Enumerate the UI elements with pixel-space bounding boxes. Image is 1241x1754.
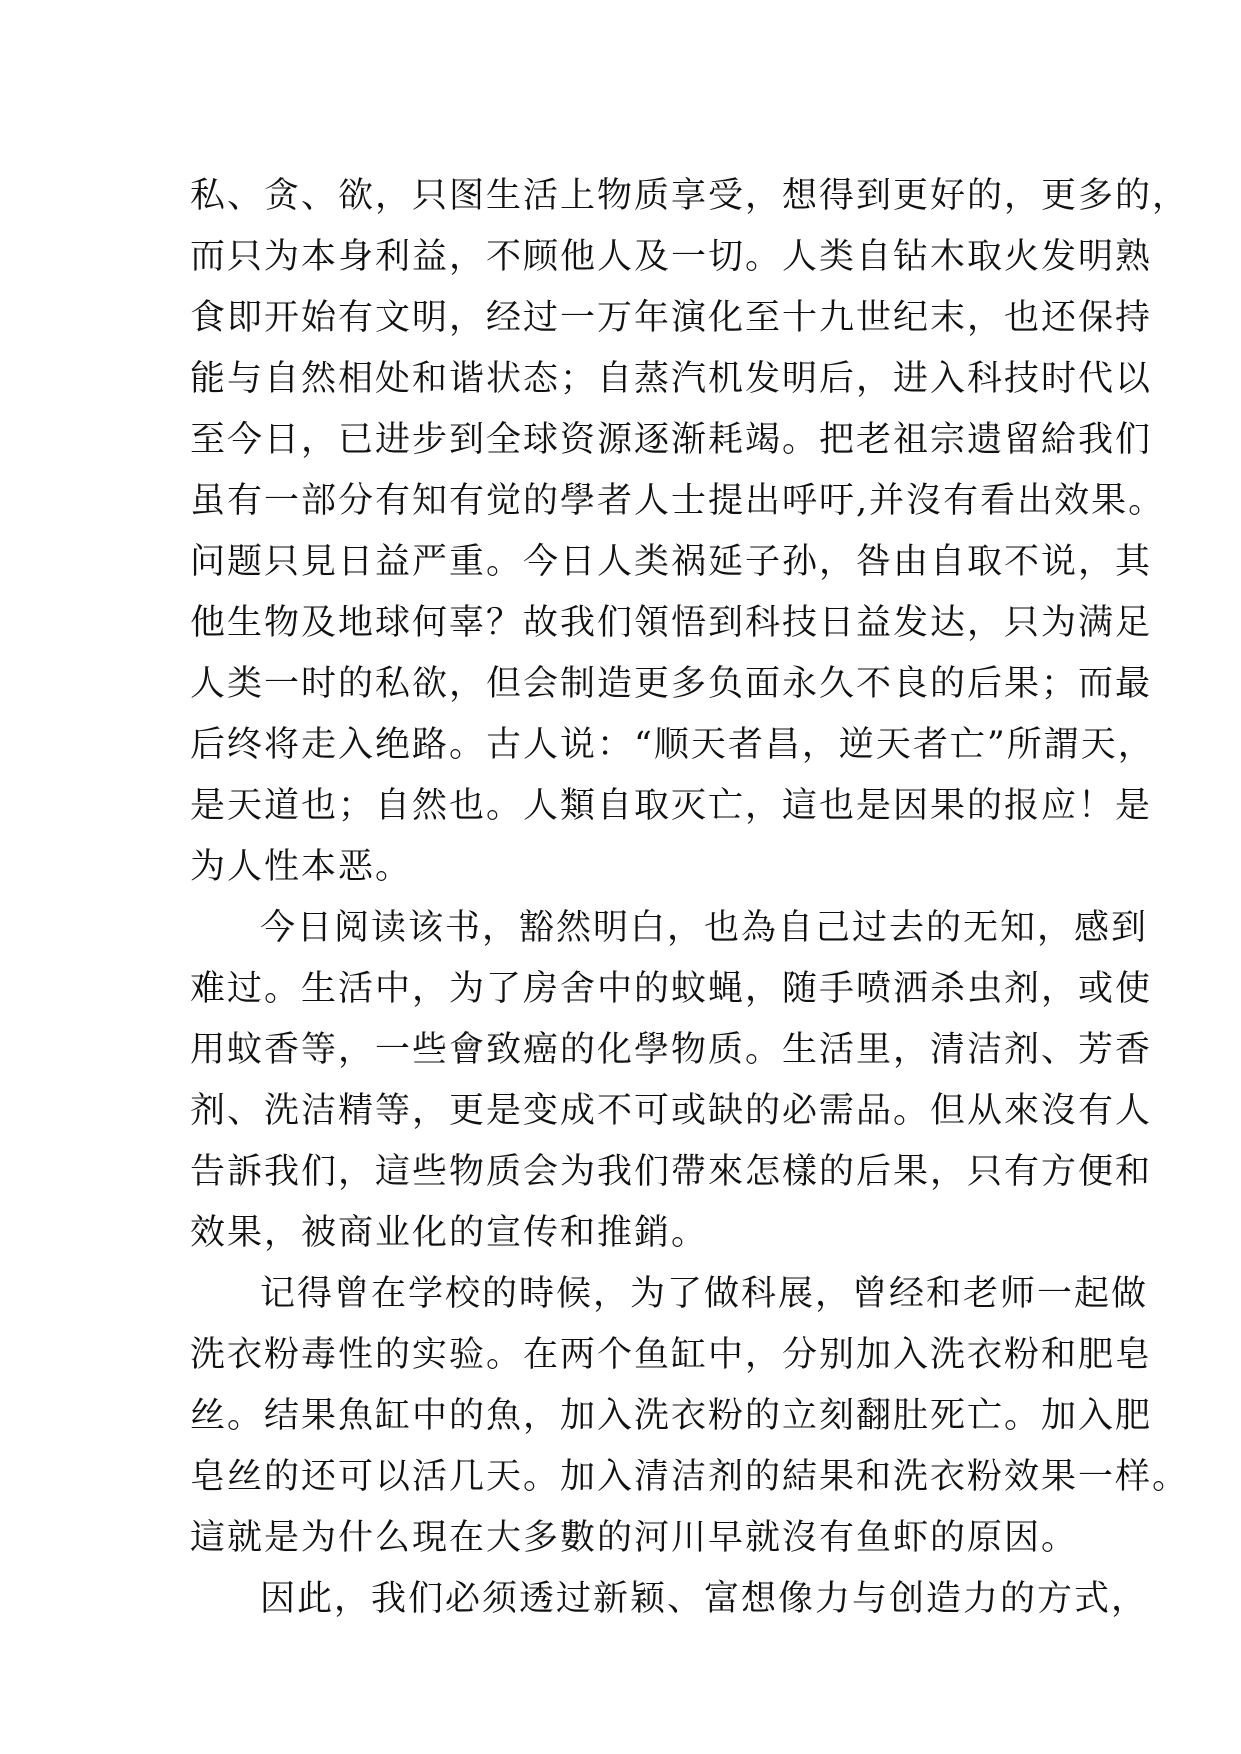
text-line: 效果，被商业化的宣传和推銷。 — [190, 1213, 709, 1253]
text-line: 私、贪、欲，只图生活上物质享受，想得到更好的，更多的， — [190, 176, 1190, 216]
paragraph — [190, 1264, 1190, 1569]
text-line: 至今日，已进步到全球资源逐渐耗竭。把老祖宗遗留給我们 — [190, 420, 1153, 460]
text-line: 洗衣粉毒性的实验。在两个鱼缸中，分别加入洗衣粉和肥皂 — [190, 1335, 1153, 1375]
text-line: 为人性本恶。 — [190, 847, 413, 887]
text-line: 皂丝的还可以活几天。加入清洁剂的結果和洗衣粉效果一样。 — [190, 1457, 1190, 1497]
text-line: 因此，我们必须透过新颖、富想像力与创造力的方式， — [260, 1579, 1149, 1619]
text-line: 他生物及地球何辜？故我们領悟到科技日益发达，只为满足 — [190, 603, 1153, 643]
paragraph — [190, 166, 1190, 898]
text-line: 這就是为什么現在大多數的河川早就沒有鱼虾的原因。 — [190, 1518, 1079, 1558]
text-line: 剂、洗洁精等，更是变成不可或缺的必需品。但从來沒有人 — [190, 1091, 1153, 1131]
text-line: 今日阅读该书，豁然明白，也為自己过去的无知，感到 — [260, 908, 1149, 948]
text-line: 能与自然相处和谐状态；自蒸汽机发明后，进入科技时代以 — [190, 359, 1153, 399]
text-line: 告訴我们，這些物质会为我们帶來怎樣的后果，只有方便和 — [190, 1152, 1153, 1192]
paragraph — [190, 1569, 1149, 1630]
text-line: 难过。生活中，为了房舍中的蚊蝇，随手喷洒杀虫剂，或使 — [190, 969, 1153, 1009]
paragraph — [190, 898, 1153, 1264]
text-line: 人类一时的私欲，但会制造更多负面永久不良的后果；而最 — [190, 664, 1153, 704]
text-line: 用蚊香等，一些會致癌的化學物质。生活里，清洁剂、芳香 — [190, 1030, 1153, 1070]
document-body — [190, 166, 1190, 1630]
text-line: 是天道也；自然也。人類自取灭亡，這也是因果的报应！是 — [190, 786, 1153, 826]
text-line: 食即开始有文明，经过一万年演化至十九世纪末，也还保持 — [190, 298, 1153, 338]
text-line: 记得曾在学校的時候，为了做科展，曾经和老师一起做 — [260, 1274, 1149, 1314]
text-line: 丝。结果魚缸中的魚，加入洗衣粉的立刻翻肚死亡。加入肥 — [190, 1396, 1153, 1436]
text-line: 后终将走入绝路。古人说：“顺天者昌，逆天者亡”所謂天， — [190, 725, 1155, 765]
text-line: 而只为本身利益，不顾他人及一切。人类自钻木取火发明熟 — [190, 237, 1153, 277]
text-line: 虽有一部分有知有觉的學者人士提出呼吁,并沒有看出效果。 — [190, 481, 1166, 521]
text-line: 问题只見日益严重。今日人类祸延子孙，咎由自取不说，其 — [190, 542, 1153, 582]
